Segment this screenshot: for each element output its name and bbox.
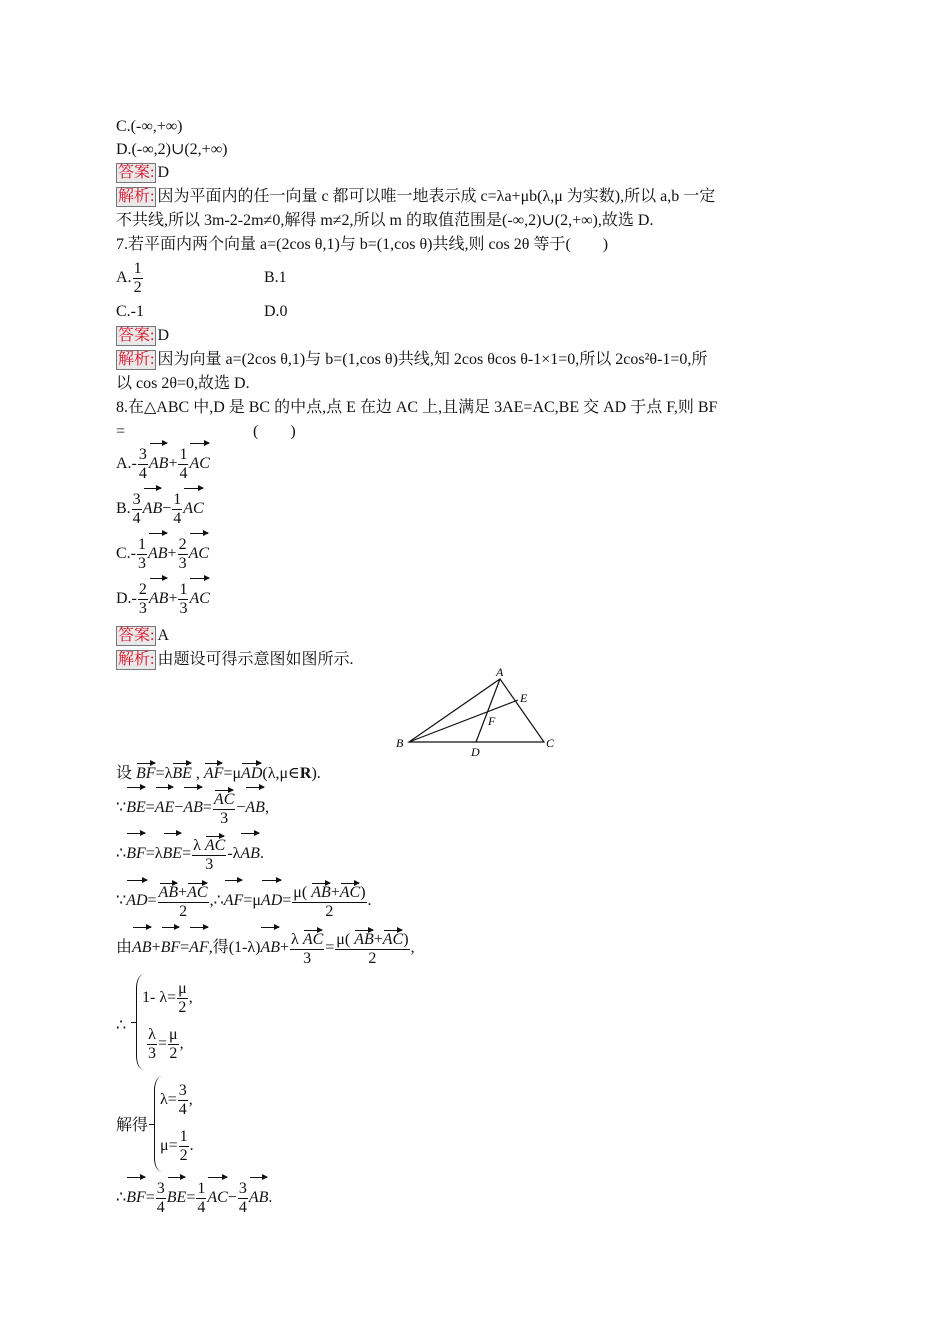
- question-7-option-d: D.0: [264, 303, 288, 320]
- answer-6: [116, 163, 169, 183]
- operator: +: [168, 590, 178, 607]
- answer-tag: 答案:: [118, 627, 155, 644]
- question-7-option-a: [116, 258, 144, 298]
- result-lambda: λ= $\frac{3}{4}$ ,: [160, 1081, 193, 1118]
- solution-line-4: ∵AD= $\frac{AB+AC}{2}$ ,∴AF=μAD= $\frac{\mu( AB+AC)}{2}$ .: [116, 879, 372, 921]
- denominator: 2: [133, 278, 142, 296]
- fraction: $\frac{3}{4}$: [132, 490, 141, 527]
- option-label: A.: [116, 269, 132, 286]
- question-8-option-c: C.- $\frac{1}{3}$ AB+ $\frac{2}{3}$ AC: [116, 532, 209, 574]
- solve-label: 解得: [116, 1117, 149, 1134]
- fraction: [133, 260, 143, 297]
- segment-ad: [476, 679, 500, 742]
- fraction: $\frac{1}{3}$: [179, 580, 188, 617]
- answer-8: [116, 626, 169, 646]
- final-result: ∴BF= $\frac{3}{4}$ BE= $\frac{1}{4}$ AC− $\frac{3}{4}$ AB.: [116, 1176, 272, 1218]
- operator: +: [167, 545, 177, 562]
- solution-line-2: ∵BE=AE−AB= $\frac{AC}{3}$ −AB,: [116, 786, 269, 828]
- question-8-option-a: A.- $\frac{3}{4}$ AB+ $\frac{1}{4}$ AC: [116, 442, 210, 484]
- answer-value: A: [157, 627, 170, 644]
- answer-tag: 答案:: [118, 164, 155, 181]
- analysis-6-line1: [116, 187, 715, 207]
- operator: +: [168, 455, 178, 472]
- option-label: D.-: [116, 590, 137, 607]
- solution-line-3: ∴BF=λBE= $\frac{\text{λ AC}}{3}$ -λAB.: [116, 832, 264, 874]
- option-label: A.-: [116, 455, 137, 472]
- analysis-tag: 解析:: [118, 651, 155, 668]
- option-label: B.: [116, 500, 131, 517]
- label-f: F: [488, 714, 496, 728]
- triangle-abc: [409, 679, 544, 742]
- question-7: 7.若平面内两个向量 a=(2cos θ,1)与 b=(1,cos θ)共线,则 cos 2θ 等于( ): [116, 236, 609, 253]
- solution-line-5: 由AB+BF=AF,得(1-λ)AB+ $\frac{\text{λ AC}}{3}$ = $\frac{\mu( AB+AC)}{2}$ ,: [116, 926, 415, 968]
- answer-value: D: [157, 327, 170, 344]
- analysis-text: 因为向量 a=(2cos θ,1)与 b=(1,cos θ)共线,知 2cos θcos θ-1×1=0,所以 2cos²θ-1=0,所: [157, 351, 708, 368]
- question-8-line2: = ( ): [116, 423, 296, 440]
- numerator: 1: [133, 259, 142, 277]
- answer-tag: 答案:: [118, 327, 155, 344]
- fraction: $\frac{1}{4}$: [179, 445, 188, 482]
- segment-be: [409, 700, 518, 742]
- fraction: $\frac{1}{3}$: [138, 535, 146, 572]
- analysis-tag: 解析:: [118, 188, 155, 205]
- analysis-8: [116, 650, 353, 670]
- label-a: A: [496, 665, 504, 679]
- analysis-7-line2: 以 cos 2θ=0,故选 D.: [116, 375, 250, 392]
- system-eq-2: $\frac{\lambda}{3}$ = $\frac{\mu}{2}$ ,: [148, 1025, 184, 1062]
- therefore-symbol: ∴: [116, 1017, 127, 1034]
- answer-7: [116, 326, 169, 346]
- option-label: C.-: [116, 545, 136, 562]
- label-e: E: [520, 691, 528, 705]
- question-7-option-c: C.-1: [116, 303, 144, 320]
- option-d: D.(-∞,2)∪(2,+∞): [116, 141, 228, 158]
- solution-line-1: 设 BF=λBE , AF=μAD(λ,μ∈R).: [116, 762, 321, 784]
- operator: −: [162, 500, 172, 517]
- fraction: $\frac{2}{3}$: [138, 580, 147, 617]
- question-7-option-b: B.1: [264, 269, 287, 286]
- fraction: $\frac{3}{4}$: [138, 445, 147, 482]
- question-8-option-d: D.- $\frac{2}{3}$ AB+ $\frac{1}{3}$ AC: [116, 577, 210, 619]
- triangle-figure: [394, 665, 564, 760]
- question-8-line1: 8.在△ABC 中,D 是 BC 的中点,点 E 在边 AC 上,且满足 3AE=AC,BE 交 AD 于点 F,则 BF: [116, 399, 718, 416]
- fraction: $\frac{1}{4}$: [173, 490, 182, 527]
- analysis-text: 因为平面内的任一向量 c 都可以唯一地表示成 c=λa+μb(λ,μ 为实数),所以 a,b 一定: [157, 188, 716, 205]
- answer-value: D: [157, 164, 170, 181]
- label-c: C: [546, 736, 555, 750]
- label-b: B: [396, 736, 404, 750]
- question-8-option-b: B. $\frac{3}{4}$ AB− $\frac{1}{4}$ AC: [116, 487, 204, 529]
- analysis-tag: 解析:: [118, 351, 155, 368]
- fraction: $\frac{2}{3}$: [178, 535, 187, 572]
- analysis-text: 由题设可得示意图如图所示.: [157, 651, 354, 668]
- analysis-7-line1: [116, 350, 707, 370]
- system-eq-1: 1- λ= $\frac{\mu}{2}$ ,: [142, 979, 193, 1016]
- result-mu: μ= $\frac{1}{2}$ .: [160, 1127, 194, 1164]
- option-c: C.(-∞,+∞): [116, 118, 183, 135]
- analysis-6-line2: 不共线,所以 3m-2-2m≠0,解得 m≠2,所以 m 的取值范围是(-∞,2)∪(2,+∞),故选 D.: [116, 212, 654, 229]
- label-d: D: [471, 745, 480, 759]
